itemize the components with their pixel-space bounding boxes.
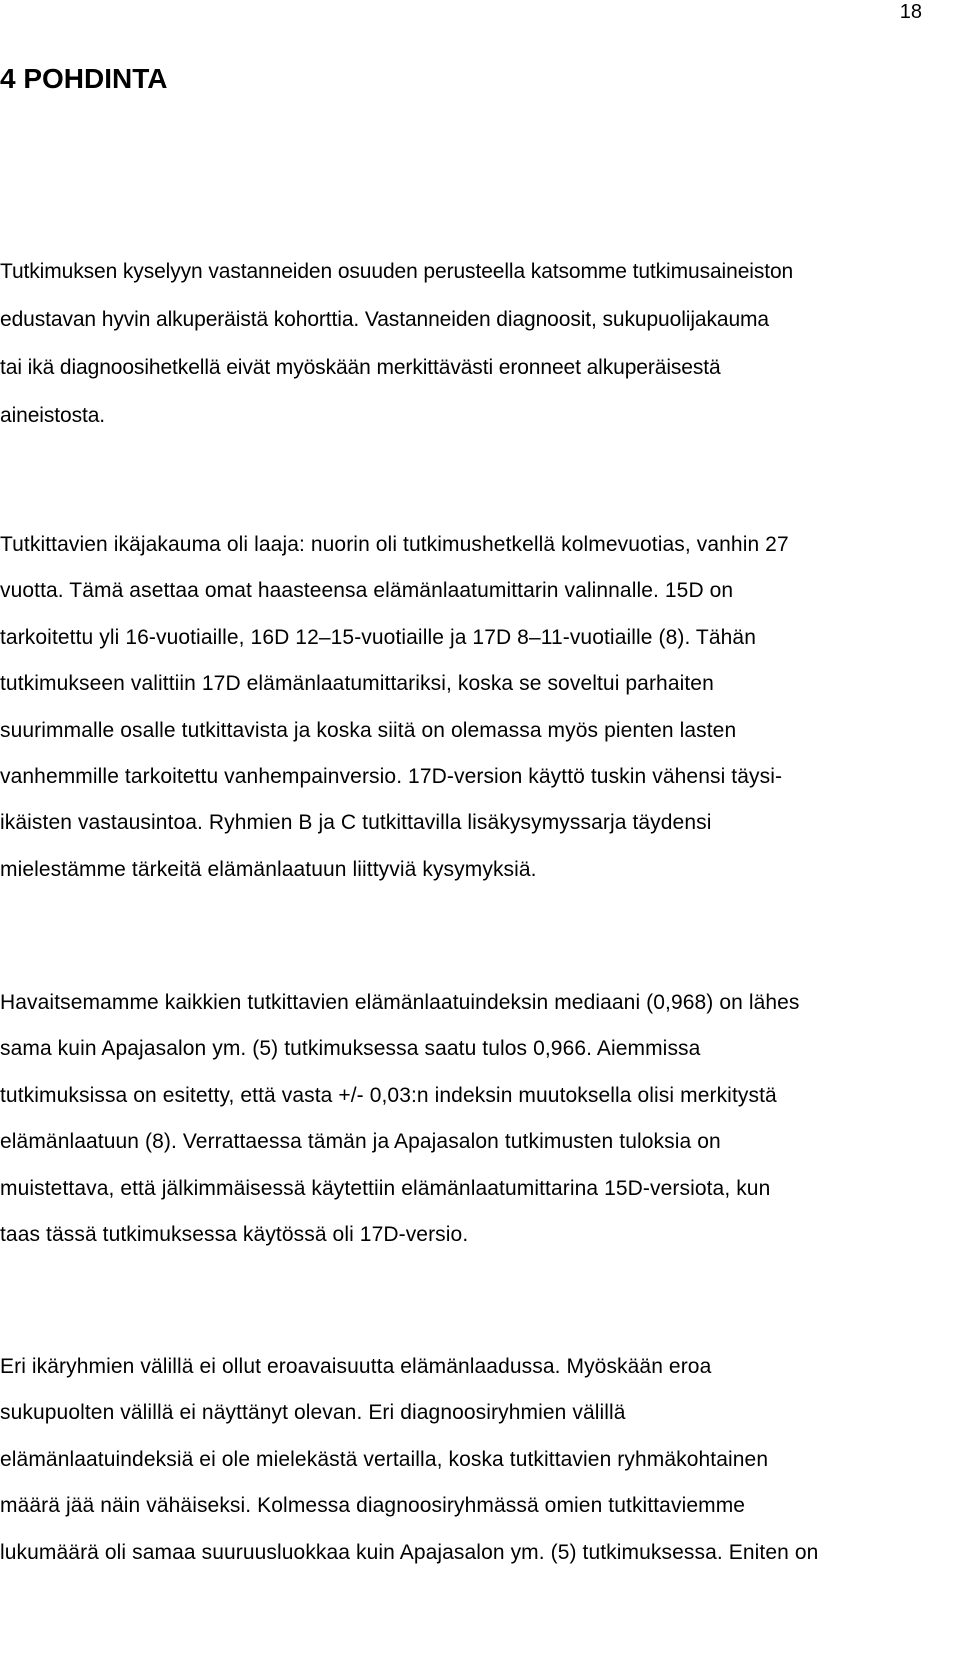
paragraph-line: vanhemmille tarkoitettu vanhempainversio. 17D-version käyttö tuskin vähensi täysi- (0, 765, 783, 789)
paragraph-line: tutkimuksissa on esitetty, että vasta +/- 0,03:n indeksin muutoksella olisi merkitystä (0, 1083, 777, 1107)
paragraph-line: mielestämme tärkeitä elämänlaatuun liittyviä kysymyksiä. (0, 857, 537, 881)
paragraph-line: tutkimukseen valittiin 17D elämänlaatumittariksi, koska se soveltui parhaiten (0, 672, 714, 696)
paragraph-line: sama kuin Apajasalon ym. (5) tutkimuksessa saatu tulos 0,966. Aiemmissa (0, 1037, 701, 1061)
paragraph-line: tai ikä diagnoosihetkellä eivät myöskään merkittävästi eronneet alkuperäisestä (0, 356, 721, 379)
paragraph-line: sukupuolten välillä ei näyttänyt olevan. Eri diagnoosiryhmien välillä (0, 1401, 626, 1425)
paragraph-age-range (0, 522, 940, 893)
paragraph-line: tarkoitettu yli 16-vuotiaille, 16D 12–15-vuotiaille ja 17D 8–11-vuotiaille (8). Tähän (0, 625, 756, 649)
paragraph-quality-index (0, 980, 940, 1258)
page-number: 18 (899, 1, 922, 23)
paragraph-line: Tutkittavien ikäjakauma oli laaja: nuorin oli tutkimushetkellä kolmevuotias, vanhin 27 (0, 533, 789, 556)
paragraph-line: ikäisten vastausintoa. Ryhmien B ja C tutkittavilla lisäkysymyssarja täydensi (0, 811, 712, 835)
section-heading: 4 POHDINTA (0, 63, 168, 94)
paragraph-line: muistettava, että jälkimmäisessä käytettiin elämänlaatumittarina 15D-versiota, kun (0, 1176, 771, 1200)
paragraph-line: lukumäärä oli samaa suuruusluokkaa kuin Apajasalon ym. (5) tutkimuksessa. Eniten on (0, 1540, 819, 1564)
paragraph-representativeness (0, 248, 940, 440)
paragraph-line: suurimmalle osalle tutkittavista ja koska siitä on olemassa myös pienten lasten (0, 718, 737, 742)
paragraph-line: edustavan hyvin alkuperäistä kohorttia. Vastanneiden diagnoosit, sukupuolijakauma (0, 308, 770, 331)
paragraph-line: Tutkimuksen kyselyyn vastanneiden osuuden perusteella katsomme tutkimusaineiston (0, 260, 794, 283)
paragraph-line: määrä jää näin vähäiseksi. Kolmessa diagnoosiryhmässä omien tutkittaviemme (0, 1494, 746, 1518)
paragraph-line: Havaitsemamme kaikkien tutkittavien elämänlaatuindeksin mediaani (0,968) on lähes (0, 991, 800, 1014)
paragraph-line: taas tässä tutkimuksessa käytössä oli 17D-versio. (0, 1223, 469, 1247)
paragraph-line: aineistosta. (0, 404, 106, 427)
paragraph-line: elämänlaatuindeksiä ei ole mielekästä vertailla, koska tutkittavien ryhmäkohtainen (0, 1447, 769, 1471)
paragraph-line: Eri ikäryhmien välillä ei ollut eroavaisuutta elämänlaadussa. Myöskään eroa (0, 1355, 712, 1378)
paragraph-group-differences (0, 1344, 940, 1576)
paragraph-line: elämänlaatuun (8). Verrattaessa tämän ja Apajasalon tutkimusten tuloksia on (0, 1130, 721, 1154)
paragraph-line: vuotta. Tämä asettaa omat haasteensa elämänlaatumittarin valinnalle. 15D on (0, 579, 734, 603)
